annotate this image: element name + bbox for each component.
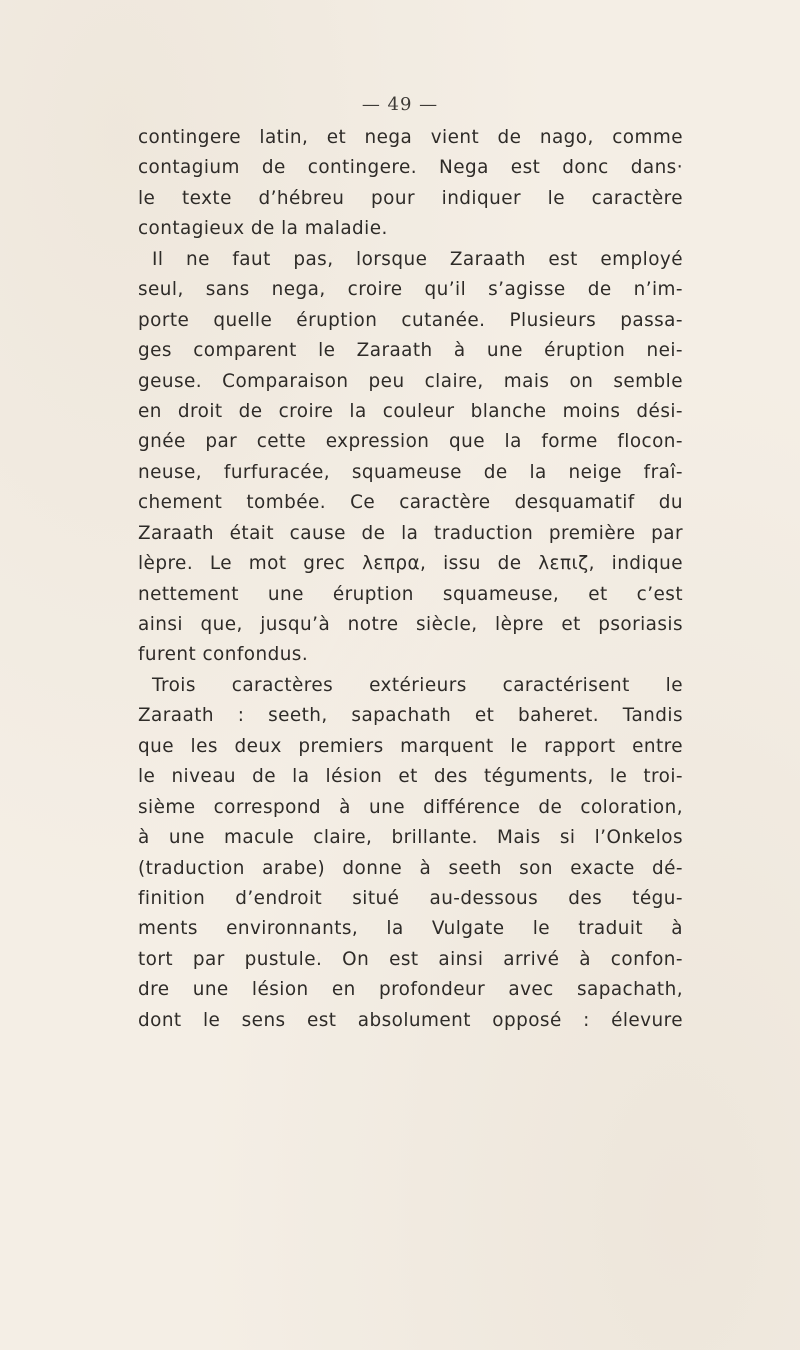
text-line: le niveau de la lésion et des téguments, le troi- xyxy=(138,766,683,788)
text-line: chement tombée. Ce caractère desquamatif du xyxy=(138,492,683,514)
text-line: dre une lésion en profondeur avec sapachath, xyxy=(138,979,683,1001)
text-line: finition d’endroit situé au-dessous des tégu- xyxy=(138,887,683,909)
text-line: (traduction arabe) donne à seeth son exacte dé- xyxy=(138,857,683,879)
text-line: geuse. Comparaison peu claire, mais on semble xyxy=(138,370,683,392)
text-line: Il ne faut pas, lorsque Zaraath est employé xyxy=(152,248,683,270)
text-line: ainsi que, jusqu’à notre siècle, lèpre et psoriasis xyxy=(138,614,683,635)
text-line: Trois caractères extérieurs caractérisent le xyxy=(152,674,683,696)
text-line: lèpre. Le mot grec λεπρα, issu de λεπιζ, indique xyxy=(138,553,683,575)
text-line: contagieux de la maladie. xyxy=(138,218,388,240)
text-line: à une macule claire, brillante. Mais si l’Onkelos xyxy=(138,827,683,849)
text-line: ments environnants, la Vulgate le traduit à xyxy=(138,918,683,940)
text-line: que les deux premiers marquent le rapport entre xyxy=(138,735,683,757)
text-line: Zaraath était cause de la traduction première par xyxy=(138,522,683,544)
text-line: gnée par cette expression que la forme flocon- xyxy=(138,431,683,453)
text-line: furent confondus. xyxy=(138,644,309,666)
text-line: dont le sens est absolument opposé : élevure xyxy=(138,1009,683,1031)
body-text xyxy=(138,123,683,1036)
text-line: le texte d’hébreu pour indiquer le caractère xyxy=(138,187,683,209)
page-number: — 49 — xyxy=(361,94,439,115)
text-line: neuse, furfuracée, squameuse de la neige fraî- xyxy=(138,461,683,483)
text-line: Zaraath : seeth, sapachath et baheret. Tandis xyxy=(138,705,683,727)
text-line: seul, sans nega, croire qu’il s’agisse de n’im- xyxy=(138,279,683,301)
text-line: contingere latin, et nega vient de nago, comme xyxy=(138,127,683,148)
text-line: ges comparent le Zaraath à une éruption nei- xyxy=(138,340,683,362)
text-line: sième correspond à une différence de coloration, xyxy=(138,796,683,818)
text-line: nettement une éruption squameuse, et c’est xyxy=(138,583,683,605)
text-line: porte quelle éruption cutanée. Plusieurs passa- xyxy=(138,309,683,331)
text-line: en droit de croire la couleur blanche moins dési- xyxy=(138,400,683,422)
text-line: tort par pustule. On est ainsi arrivé à confon- xyxy=(138,948,683,970)
text-line: contagium de contingere. Nega est donc dans· xyxy=(138,157,683,179)
